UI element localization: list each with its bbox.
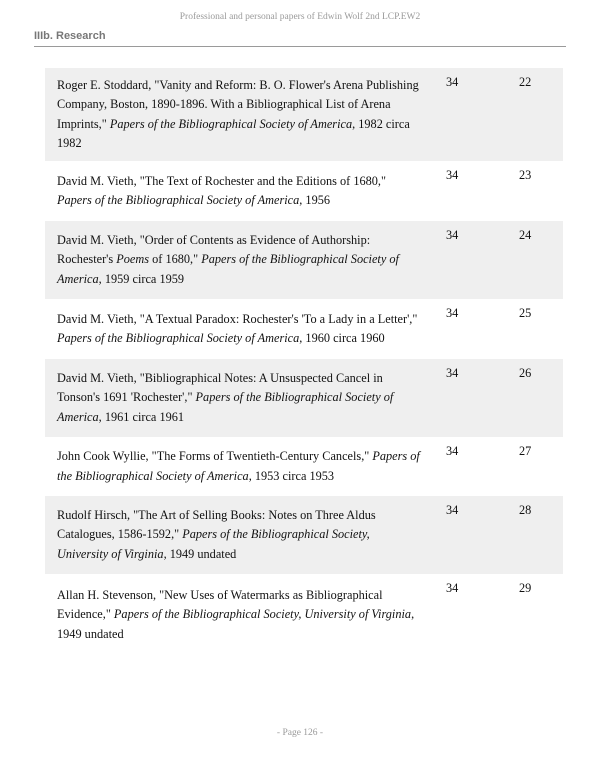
description-text: , 1960 circa 1960 <box>299 331 385 345</box>
container-list-row <box>45 359 563 437</box>
description-text: , 1959 circa 1959 <box>98 271 185 286</box>
description-text: David M. Vieth, "Order of Contents as Evidence of Authorship: Rochester's <box>57 233 371 267</box>
container-list <box>45 68 563 656</box>
description-text: , 1949 undated <box>163 546 237 561</box>
description-text: Roger E. Stoddard, "Vanity and Reform: B. O. Flower's Arena Publishing Company, Boston, 1890-1896. With a Bibliographical List of Arena Imprints," <box>57 77 419 131</box>
publication-title: Papers of the Bibliographical Society, University of Virginia <box>113 607 412 622</box>
description-text: David M. Vieth, "A Textual Paradox: Rochester's 'To a Lady in a Letter'," <box>57 311 418 326</box>
section-title: IIIb. Research <box>34 30 106 42</box>
container-list-row <box>45 574 563 656</box>
item-description <box>57 506 423 564</box>
folder-number: 28 <box>519 503 532 517</box>
box-number: 34 <box>446 366 459 380</box>
container-list-row <box>45 221 563 299</box>
publication-title: Poems <box>116 252 150 267</box>
box-number: 34 <box>446 444 459 458</box>
description-text: , 1982 circa 1982 <box>57 116 410 150</box>
folder-number: 24 <box>519 228 532 242</box>
publication-title: Papers of the Bibliographical Society of America <box>109 116 353 131</box>
container-list-row <box>45 161 563 221</box>
folder-number: 29 <box>519 581 532 595</box>
publication-title: Papers of the Bibliographical Society of America <box>57 252 399 286</box>
header-divider <box>34 46 566 47</box>
description-text: David M. Vieth, "Bibliographical Notes: A Unsuspected Cancel in Tonson's 1691 'Rochester'," <box>57 371 383 405</box>
publication-title: Papers of the Bibliographical Society, University of Virginia <box>57 527 370 561</box>
box-number: 34 <box>446 168 459 182</box>
box-number: 34 <box>446 581 459 595</box>
item-description <box>57 76 423 153</box>
publication-title: Papers of the Bibliographical Society of America <box>57 390 394 424</box>
page-number: - Page 126 - <box>276 728 324 738</box>
folder-number: 27 <box>519 444 532 458</box>
folder-number: 25 <box>519 306 532 320</box>
folder-number: 23 <box>519 168 532 182</box>
running-header: Professional and personal papers of Edwin Wolf 2nd LCP.EW2 <box>179 12 421 22</box>
container-list-row <box>45 496 563 574</box>
publication-title: Papers of the Bibliographical Society of America <box>57 193 300 207</box>
description-text: John Cook Wyllie, "The Forms of Twentieth-Century Cancels," <box>57 449 373 464</box>
item-description <box>57 447 423 486</box>
item-description <box>57 231 423 289</box>
description-text: Allan H. Stevenson, "New Uses of Watermarks as Bibliographical Evidence," <box>57 588 383 622</box>
item-description <box>57 369 423 427</box>
publication-title: Papers of the Bibliographical Society of America <box>57 449 420 483</box>
folder-number: 26 <box>519 366 532 380</box>
box-number: 34 <box>446 306 459 320</box>
description-text: , 1956 <box>299 193 331 207</box>
description-text: , 1949 undated <box>57 607 415 641</box>
item-description <box>57 172 423 211</box>
box-number: 34 <box>446 75 459 89</box>
container-list-row <box>45 437 563 496</box>
container-list-row <box>45 299 563 359</box>
description-text: , 1961 circa 1961 <box>98 409 185 424</box>
description-text: David M. Vieth, "The Text of Rochester and the Editions of 1680," <box>57 173 387 188</box>
box-number: 34 <box>446 228 459 242</box>
container-list-row <box>45 68 563 161</box>
box-number: 34 <box>446 503 459 517</box>
description-text: of 1680," <box>149 252 202 267</box>
folder-number: 22 <box>519 75 532 89</box>
publication-title: Papers of the Bibliographical Society of America <box>57 331 300 345</box>
description-text: , 1953 circa 1953 <box>248 468 335 483</box>
item-description <box>57 310 423 349</box>
item-description <box>57 586 423 644</box>
description-text: Rudolf Hirsch, "The Art of Selling Books: Notes on Three Aldus Catalogues, 1586-1592," <box>57 508 376 542</box>
